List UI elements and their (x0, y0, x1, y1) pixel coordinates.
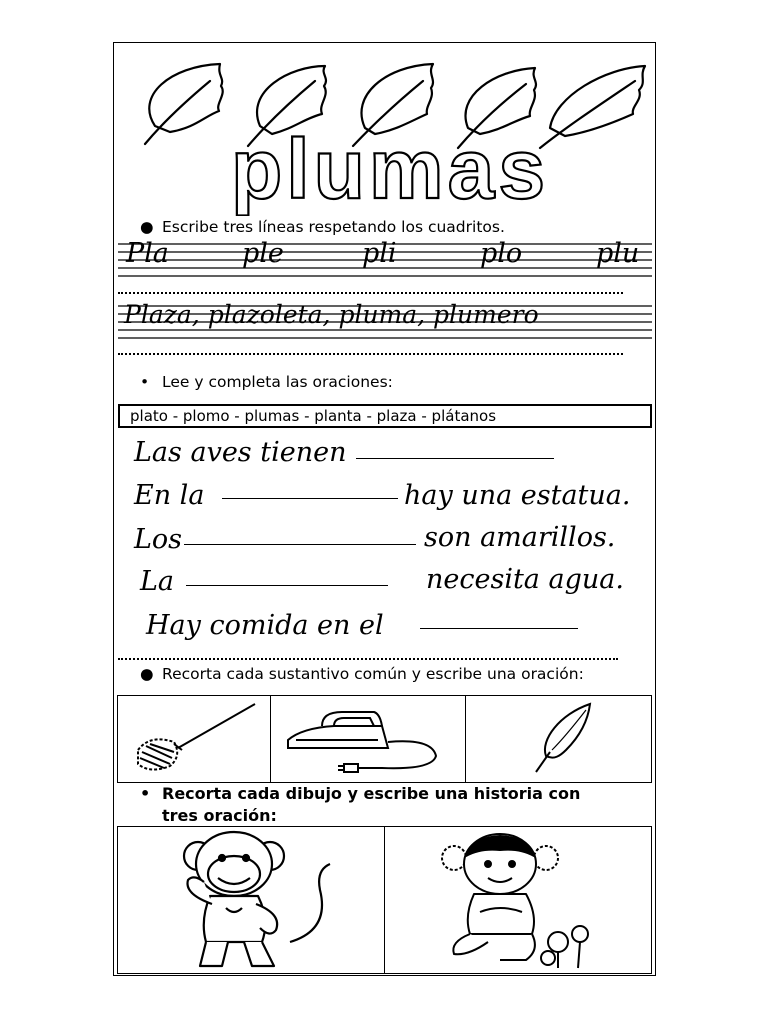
bullet-icon: • (140, 784, 151, 803)
svg-text:plumas: plumas (230, 126, 550, 216)
dotted-line (118, 292, 623, 294)
instruction-cut-story: • Recorta cada dibujo y escribe una historia con (140, 784, 581, 803)
sentence-2-start: En la (134, 480, 205, 511)
dotted-line (118, 658, 618, 660)
answer-blank[interactable] (356, 458, 554, 459)
answer-blank[interactable] (222, 498, 398, 499)
answer-blank[interactable] (420, 628, 578, 629)
sentence-4-end: necesita agua. (426, 564, 624, 595)
sentence-3-end: son amarillos. (424, 522, 616, 553)
sentence-2-end: hay una estatua. (404, 480, 631, 511)
sentence-5: Hay comida en el (146, 610, 384, 641)
iron-icon (282, 708, 454, 776)
monkey-icon (170, 830, 340, 972)
syllable-pli: pli (362, 238, 397, 269)
dotted-line (118, 353, 623, 355)
answer-blank[interactable] (184, 544, 416, 545)
handwriting-words: Plaza, plazoleta, pluma, plumero (124, 300, 539, 329)
sentence-3-start: Los (134, 524, 183, 555)
feather-duster-icon (130, 700, 260, 775)
instruction-cut-story-cont: tres oración: (162, 806, 277, 825)
feather-icon (530, 700, 596, 776)
page-title (150, 126, 630, 216)
instruction-write-lines: ● Escribe tres líneas respetando los cuadritos. (140, 218, 505, 236)
instruction-cut-nouns: ● Recorta cada sustantivo común y escribe una oración: (140, 665, 584, 683)
sentence-4-start: La (140, 566, 175, 597)
bullet-icon: ● (140, 665, 154, 683)
girl-with-flowers-icon (440, 830, 600, 972)
bullet-icon: ● (140, 218, 154, 236)
word-bank: plato - plomo - plumas - planta - plaza - plátanos (118, 404, 652, 428)
syllable-plo: plo (480, 238, 523, 269)
syllable-ple: ple (242, 238, 284, 269)
instruction-read-complete: • Lee y completa las oraciones: (140, 373, 393, 391)
sentence-1: Las aves tienen (134, 437, 347, 468)
answer-blank[interactable] (186, 585, 388, 586)
syllable-plu: plu (596, 238, 640, 269)
bullet-icon: • (140, 373, 150, 391)
syllable-pla: Pla (126, 238, 169, 269)
